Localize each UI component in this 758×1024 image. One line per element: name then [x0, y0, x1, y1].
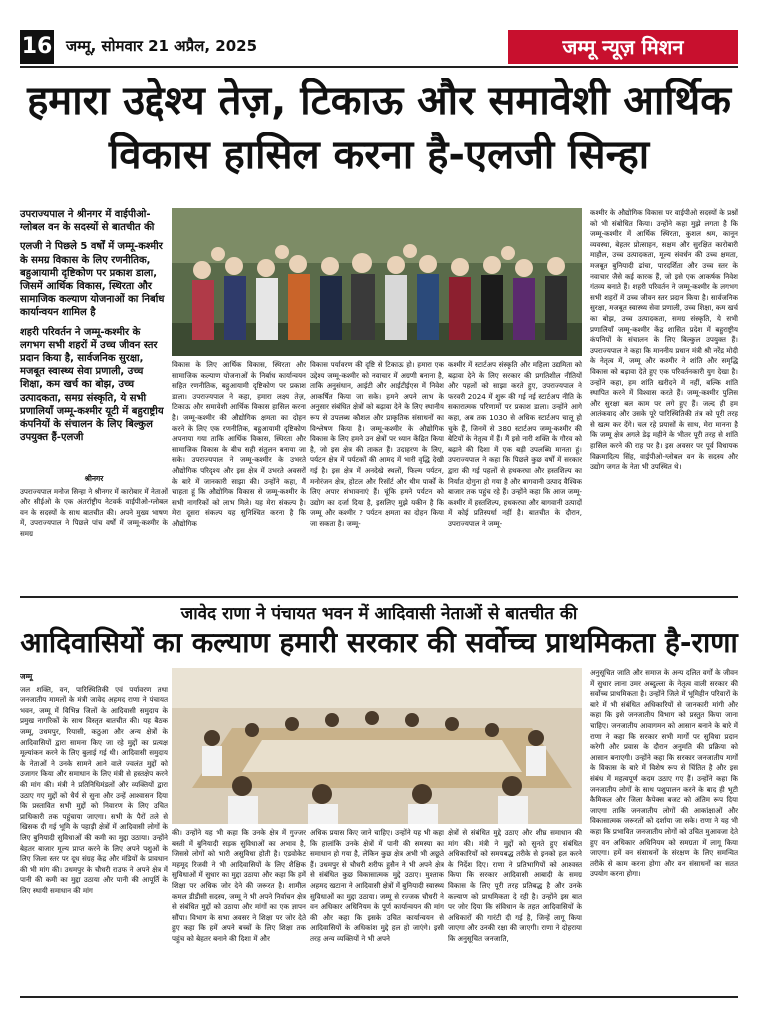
story1-column-3 [310, 360, 444, 592]
story1-col5-text: कश्मीर के औद्योगिक विकास पर वाईपीओ सदस्यों के प्रश्नों को भी संबोधित किया। उन्होंने कहा मुझे लगता है कि जम्मू-कश्मीर में आर्थिक स्थिरता, कुशल श्रम, कानून व्यवस्था, बेहतर प्रोत्साहन, सक्षम और सुरक्षित कारोबारी माहौल, उच्च उत्पादकता, मूल्य संवर्धन की उच्च क्षमता, मजबूत बुनियादी ढांचा, पारदर्शिता और उच्च स्तर के नवाचार जैसे कई कारक हैं, जो इसे एक आकर्षक निवेश गंतव्य बनाते हैं। शहरी परिवर्तन ने जम्मू-कश्मीर के लगभग सभी शहरों में उच्च जीवन स्तर प्रदान किया है। सार्वजनिक सुरक्षा, मजबूत स्वास्थ्य सेवा प्रणाली, उच्च शिक्षा, कम खर्च का बोझ, उच्च उत्पादकता, समग्र संस्कृति, ये सभी प्रणालियाँ जम्मू-कश्मीर केंद्र शासित प्रदेश में बहुराष्ट्रीय कंपनियों के संचालन के लिए बिल्कुल उपयुक्त हैं। उपराज्यपाल ने कहा कि माननीय प्रधान मंत्री श्री नरेंद्र मोदी के नेतृत्व में, जम्मू और कश्मीर ने शांति और समृद्धि विकास को बढ़ावा देते हुए एक परिवर्तनकारी युग देखा है। उन्होंने कहा, हम शांति खरीदने में नहीं, बल्कि शांति स्थापित करने में विश्वास करते हैं। जम्मू-कश्मीर पुलिस और सुरक्षा बल काम पर लगे हुए हैं। जल्द ही हम आतंकवाद और उसके पूरे पारिस्थितिकी तंत्र को पूरी तरह से खत्म कर देंगे। चल रहे प्रयासों के साथ, मेरा मानना है कि जम्मू क्षेत्र अगले डेढ़ महीने के भीतर पूरी तरह से शांति हासिल करने की राह पर है। इस अवसर पर पूर्व विधायक विक्रमादित्य सिंह, वाईपीओ-ग्लोबल वन के सदस्य और उद्योग जगत के नेता भी उपस्थित थे। [590, 208, 738, 472]
masthead: जम्मू न्यूज़ मिशन [508, 30, 738, 64]
story1-column-2 [172, 360, 306, 592]
page-number: 16 [20, 30, 54, 64]
group-photo-illustration [172, 208, 582, 356]
story2-col1-text: जल शक्ति, वन, पारिस्थितिकी एवं पर्यावरण तथा जनजातीय मामलों के मंत्री जावेद अहमद राणा ने पंचायत भवन, जम्मू में विभिन्न जिलों के आदिवासी समुदाय के प्रमुख नागरिकों के साथ विस्तृत बातचीत की। यह बैठक जम्मू, उधमपुर, रियासी, कठुआ और अन्य क्षेत्रों के आदिवासियों द्वारा सामना किए जा रहे मुद्दों का प्रत्यक्ष मूल्यांकन करने के लिए बुलाई गई थी। आदिवासी समुदाय के नेताओं ने उनके सामने आने वाले ज्वलंत मुद्दों को उजागर किया और समाधान के लिए मंत्री से हस्तक्षेप करने की मांग की। मंत्री ने प्रतिनिधिमंडलों और व्यक्तियों द्वारा उठाए गए मुद्दों को धैर्य से सुना और उन्हें आश्वासन दिया कि प्रस्तावित सभी मुद्दों को निवारण के लिए उचित प्राधिकारी तक पहुंचाया जाएगा। सभी के पैरों तले से खिसक दी गई भूमि के पहाड़ी क्षेत्रों में आदिवासी लोगों के लिए बुनियादी सुविधाओं की कमी का मुद्दा उठाया। उन्होंने बेहतर बाजार मूल्य प्राप्त करने के लिए अपने पशुओं के लिए जिला स्तर पर दूध संग्रह केंद्र और मंडियों के प्रावधान की भी मांग की। उधमपुर के चौधरी राउफ ने अपने क्षेत्र में पानी की कमी का मुद्दा उठाया और पानी की आपूर्ति के लिए स्थायी समाधान की मांग [20, 684, 168, 895]
lede-para-1: उपराज्यपाल ने श्रीनगर में वाईपीओ-ग्लोबल वन के सदस्यों से बातचीत की [20, 209, 155, 234]
header-dateline: जम्मू, सोमवार 21 अप्रैल, 2025 [66, 37, 258, 55]
story2-col4-text: क्षेत्रों से संबंधित मुद्दे उठाए और शीघ्र समाधान की मांग की। मंत्री ने मुद्दों को सुनते हुए संबंधित अधिकारियों को समयबद्ध तरीके से इनको हल करने के निर्देश दिए। राणा ने प्रतिभागियों को आश्वस्त किया कि सरकार आदिवासी आबादी के समग्र विकास के लिए पूरी तरह प्रतिबद्ध है और उनके कल्याण को प्राथमिकता दे रही है। उन्होंने इस बात पर जोर दिया कि संविधान के तहत आदिवासियों के अधिकारों की गारंटी दी गई है, जिन्हें लागू किया जाएगा और उनकी रक्षा की जाएगी। राणा ने दोहराया कि अनुसूचित जनजाति, [448, 828, 582, 943]
story1-col4-text: कश्मीर में स्टार्टअप संस्कृति और महिला उद्यमिता को बढ़ावा देने के लिए सरकार की प्रगतिशील नीतियों और पहलों को साझा करते हुए, उपराज्यपाल ने फरवरी 2024 में शुरू की गई नई स्टार्टअप नीति के सकारात्मक परिणामों पर प्रकाश डाला। उन्होंने आगे कहा, अब तक 1030 से अधिक स्टार्टअप चालू हो चुके हैं, जिनमें से 380 स्टार्टअप जम्मू-कश्मीर की बेटियों के नेतृत्व में हैं। मैं इसे नारी शक्ति के गौरव को बढ़ाने की दिशा में एक बड़ी उपलब्धि मानता हूं। उपराज्यपाल ने कहा कि पिछले कुछ वर्षों में सरकार द्वारा की गई पहलों से हथकरघा और हस्तशिल्प का निर्यात दोगुना हो गया है और बागवानी उत्पाद वैश्विक बाजार तक पहुंच रहे हैं। उन्होंने कहा कि आज जम्मू-कश्मीर में हस्तशिल्प, हथकरघा और बागवानी उत्पादों में कोई प्रतिस्पर्धा नहीं है। बातचीत के दौरान, उपराज्यपाल ने जम्मू- [448, 360, 582, 528]
page-bottom-rule [20, 996, 738, 998]
story2-col2-text: की। उन्होंने यह भी कहा कि उनके क्षेत्र में गुज्जर बस्ती में बुनियादी सड़क सुविधाओं का अभाव है, जिससे लोगों को भारी असुविधा होती है। एडवोकेट महमूद रिजवी ने भी आदिवासियों के लिए शैक्षिक सुविधाओं में सुधार का मुद्दा उठाया और कहा कि हमें शिक्षा पर अधिक जोर देने की जरूरत है। शामील कमल डीडीसी सदस्य, जम्मू ने भी अपने निर्वाचन क्षेत्र से संबंधित मुद्दों को उठाया और मांगों का एक ज्ञापन सौंपा। विभाग के सभा अवसर ने शिक्षा पर जोर देते हुए कहा कि हमें अपने बच्चों के लिए शिक्षा तक पहुंच को बेहतर बनाने की दिशा में और [172, 828, 306, 943]
story1-column-4 [448, 360, 582, 592]
story2-column-3 [310, 828, 444, 990]
story2-col5-text: अनुसूचित जाति और समाज के अन्य दलित वर्गों के जीवन में सुधार लाना उमर अब्दुल्ला के नेतृत्व वाली सरकार की सर्वोच्च प्राथमिकता है। उन्होंने जिले में भूमिहीन परिवारों के बारे में भी संबंधित अधिकारियों से जानकारी मांगी और कहा कि इसे जनजातीय विभाग को प्रस्तुत किया जाना चाहिए। जनजातीय आवागमन को आसान बनाने के बारे में राणा ने कहा कि सरकार सभी मार्गों पर सुविधा प्रदान करेगी और प्रवास के दौरान अनुमति की प्रक्रिया को आसान बनाएगी। उन्होंने कहा कि सरकार जनजातीय मार्गों के विकास के बारे में विशेष रूप से चिंतित है और इस संबंध में महत्वपूर्ण कदम उठाए गए हैं। उन्होंने कहा कि जनजातीय लोगों के साथ पशुपालन करने के बाद ही भूटी कैमिकल और जिला कैपेक्स बजट को अंतिम रूप दिया जाएगा ताकि जनजातीय लोगों की आकांक्षाओं और विकासात्मक जरूरतों को दर्शाया जा सके। राणा ने यह भी कहा कि प्रभावित जनजातीय लोगों को उचित मुआवजा देते हुए वन अधिकार अधिनियम को समग्रता में लागू किया जाएगा। हमें वन संसाधनों के संरक्षण के लिए समन्वित तरीके से काम करना होगा और वन संसाधनों का सतत उपयोग करना होगा। [590, 668, 738, 879]
story1-dateline: श्रीनगर [84, 474, 104, 483]
section-divider [20, 596, 738, 598]
story1-lede [20, 208, 168, 450]
story1-group-photo [172, 208, 582, 356]
story2-kicker: जावेद राणा ने पंचायत भवन में आदिवासी नेताओं से बातचीत की [180, 604, 578, 624]
lede-para-2: एलजी ने पिछले 5 वर्षों में जम्मू-कश्मीर के समग्र विकास के लिए रणनीतिक, बहुआयामी दृष्टिकोण पर प्रकाश डाला, जिसमें आर्थिक विकास, स्थिरता और सामाजिक कल्याण योजनाओं का निर्बाध कार्यान्वयन शामिल है [20, 241, 165, 319]
story1-column-5 [590, 208, 738, 592]
story2-column-4 [448, 828, 582, 990]
story1-headline-line2: विकास हासिल करना है-एलजी सिन्हा [108, 132, 650, 178]
story1-col3-text: विकास पर्यावरण की दृष्टि से टिकाऊ हो। हमारा एक उद्देश्य जम्मू-कश्मीर को नवाचार में अग्रणी बनाना है, ताकि अनुसंधान, आईटी और आईटीईएस में निवेश आकर्षित किया जा सके। हमने अपने लाभ के अनुसार संबंधित क्षेत्रों को बढ़ावा देने के लिए स्थानीय रूप से उपलब्ध कौशल और प्राकृतिक संसाधनों का विश्लेषण किया है। जम्मू-कश्मीर के औद्योगिक विकास के लिए हमने उन क्षेत्रों पर ध्यान केंद्रित किया है, जो इस क्षेत्र की ताकत हैं। उदाहरण के लिए, पर्यटन क्षेत्र में पर्यटकों की आमद में भारी वृद्धि देखी गई है। इस क्षेत्र में अनदेखे स्थलों, फिल्म पर्यटन, मनोरंजन क्षेत्र, होटल और रिसॉर्ट और थीम पार्कों के लिए अपार संभावनाएं हैं। चूंकि हमने पर्यटन को उद्योग का दर्जा दिया है, इसलिए मुझे यकीन है कि जम्मू और कश्मीर ? पर्यटन क्षमता का दोहन किया जा सकता है। जम्मू- [310, 360, 444, 528]
story1-col1-text: उपराज्यपाल मनोज सिन्हा ने श्रीनगर में कारोबार में नेताओं और सीईओ के एक अंतर्राष्ट्रीय नेटवर्क वाईपीओ-ग्लोबल वन के सदस्यों के साथ बातचीत की। अपने मुख्य भाषण में, उपराज्यपाल ने पिछले पांच वर्षों में जम्मू-कश्मीर के समग्र [20, 486, 168, 538]
story2-col3-text: अधिक प्रयास किए जाने चाहिए। उन्होंने यह भी कहा कि हालांकि उनके क्षेत्रों में पानी की समस्या का समाधान हो गया है, लेकिन कुछ क्षेत्र अभी भी अछूते हैं। उधमपुर से चौधरी शरीफ हुसैन ने भी अपने क्षेत्र से संबंधित कुछ विकासात्मक मुद्दे उठाए। मुश्ताक अहमद खटाना ने आदिवासी क्षेत्रों में बुनियादी स्वास्थ्य सुविधाओं का मुद्दा उठाया। जम्मू से रज्जक चौधरी ने वन अधिकार अधिनियम के पूर्ण कार्यान्वयन की मांग की और कहा कि इसके उचित कार्यान्वयन से आदिवासियों के अधिकांश मुद्दे हल हो जाएंगे। इसी तरह अन्य व्यक्तियों ने भी अपने [310, 828, 444, 943]
lede-para-3: शहरी परिवर्तन ने जम्मू-कश्मीर के लगभग सभी शहरों में उच्च जीवन स्तर प्रदान किया है, सार्वजनिक सुरक्षा, मजबूत स्वास्थ्य सेवा प्रणाली, उच्च शिक्षा, कम खर्च का बोझ, उच्च उत्पादकता, समग्र संस्कृति, ये सभी प्रणालियाँ जम्मू-कश्मीर यूटी में बहुराष्ट्रीय कंपनियों के संचालन के लिए बिल्कुल उपयुक्त हैं-एलजी [20, 326, 164, 444]
story2-dateline: जम्मू [20, 672, 33, 681]
story2-headline: आदिवासियों का कल्याण हमारी सरकार की सर्वोच्च प्राथमिकता है-राणा [20, 626, 738, 659]
story1-column-1 [20, 470, 168, 590]
page-header [20, 30, 738, 68]
story2-column-1 [20, 668, 168, 990]
meeting-photo-illustration [172, 668, 582, 824]
story2-column-5 [590, 668, 738, 990]
story1-col2-text: विकास के लिए आर्थिक विकास, स्थिरता और सामाजिक कल्याण योजनाओं के निर्बाध कार्यान्वयन सहित रणनीतिक, बहुआयामी दृष्टिकोण पर प्रकाश डाला। उपराज्यपाल ने कहा, हमारा लक्ष्य तेज़, टिकाऊ और समावेशी आर्थिक विकास हासिल करना है। जम्मू-कश्मीर की औद्योगिक क्षमता का दोहन करने के लिए एक रणनीतिक, बहुआयामी दृष्टिकोण अपनाया गया ताकि आर्थिक विकास, स्थिरता और सामाजिक विकास के बीच सही संतुलन बनाया जा सके। उपराज्यपाल ने जम्मू-कश्मीर के उभरते औद्योगिक परिदृश्य और इस क्षेत्र में उभरते अवसरों के बारे में जानकारी साझा की। उन्होंने कहा, मैं चाहता हूं कि औद्योगिक विकास से जम्मू-कश्मीर के सभी नागरिकों को लाभ मिले। यह मेरा संकल्प है। मेरा दूसरा संकल्प यह सुनिश्चित करना है कि औद्योगिक [172, 360, 306, 528]
story2-meeting-photo [172, 668, 582, 824]
story2-column-2 [172, 828, 306, 990]
story1-headline-line1: हमारा उद्देश्य तेज़, टिकाऊ और समावेशी आर्थिक [27, 78, 731, 124]
